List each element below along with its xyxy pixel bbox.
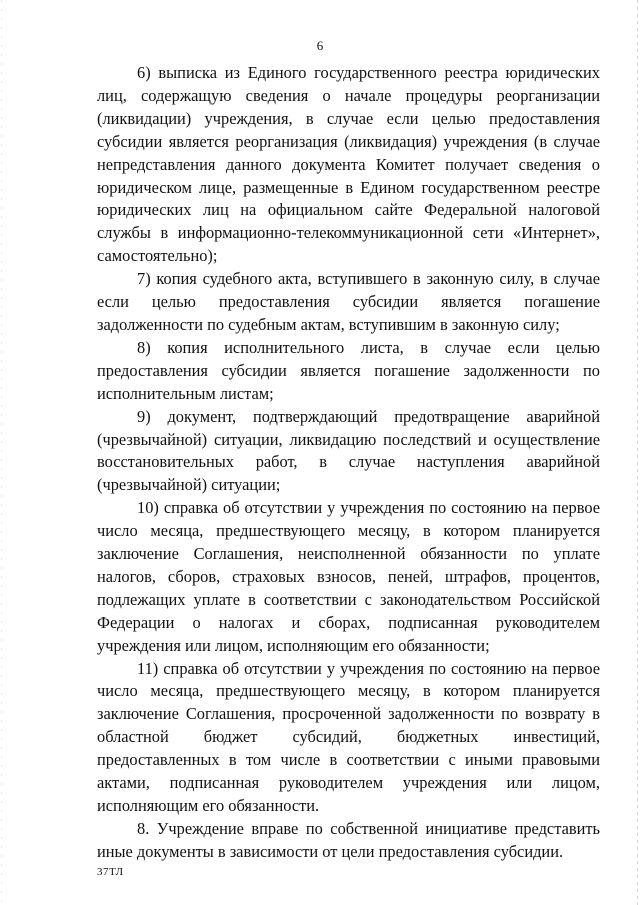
paragraph-item-9: 9) документ, подтверждающий предотвращение аварийной (чрезвычайной) ситуации, ликвидацию последствий и осуществление восстановительных работ, в случае наступления аварийной (чрезвычайной) ситуации; — [97, 406, 600, 495]
paragraph-item-6: 6) выписка из Единого государственного реестра юридических лиц, содержащую сведения о начале процедуры реорганизации (ликвидации) учреждения, в случае если целью предоставления субсидии является реорганизация (ликвидация) учреждения (в случае непредставления данного документа Комитет получает сведения о юридическом лице, размещенные в Едином государственном реестре юридических лиц на официальном сайте Федеральной налоговой службы в информационно-телекоммуникационной сети «Интернет», самостоятельно); — [97, 63, 600, 266]
page-number: 6 — [316, 38, 324, 53]
paragraph-item-10: 10) справка об отсутствии у учреждения по состоянию на первое число месяца, предшествующего месяцу, в котором планируется заключение Соглашения, неисполненной обязанности по уплате налогов, сборов, страховых взносов, пеней, штрафов, процентов, подлежащих уплате в соответствии с законодательством Российской Федерации о налогах и сборах, подписанная руководителем учреждения или лицом, исполняющим его обязанности; — [97, 498, 600, 655]
paragraph-item-11: 11) справка об отсутствии у учреждения по состоянию на первое число месяца, предшествующего месяцу, в котором планируется заключение Соглашения, просроченной задолженности по возврату в областной бюджет субсидий, бюджетных инвестиций, предоставленных в том числе в соответствии с иными правовыми актами, подписанная руководителем учреждения или лицом, исполняющим его обязанности. — [97, 658, 600, 815]
scan-edge-right — [637, 0, 638, 905]
paragraph-clause-8: 8. Учреждение вправе по собственной инициативе представить иные документы в зависимости от цели предоставления субсидии. — [97, 818, 600, 861]
paragraph-item-7: 7) копия судебного акта, вступившего в законную силу, в случае если целью предоставления субсидии является погашение задолженности по судебным актам, вступившим в законную силу; — [97, 269, 600, 334]
document-body — [97, 62, 600, 864]
footer-code: 37ТЛ — [97, 866, 124, 878]
scan-edge-left — [1, 0, 2, 905]
paragraph-item-8: 8) копия исполнительного листа, в случае если целью предоставления субсидии является погашение задолженности по исполнительным листам; — [97, 337, 600, 403]
